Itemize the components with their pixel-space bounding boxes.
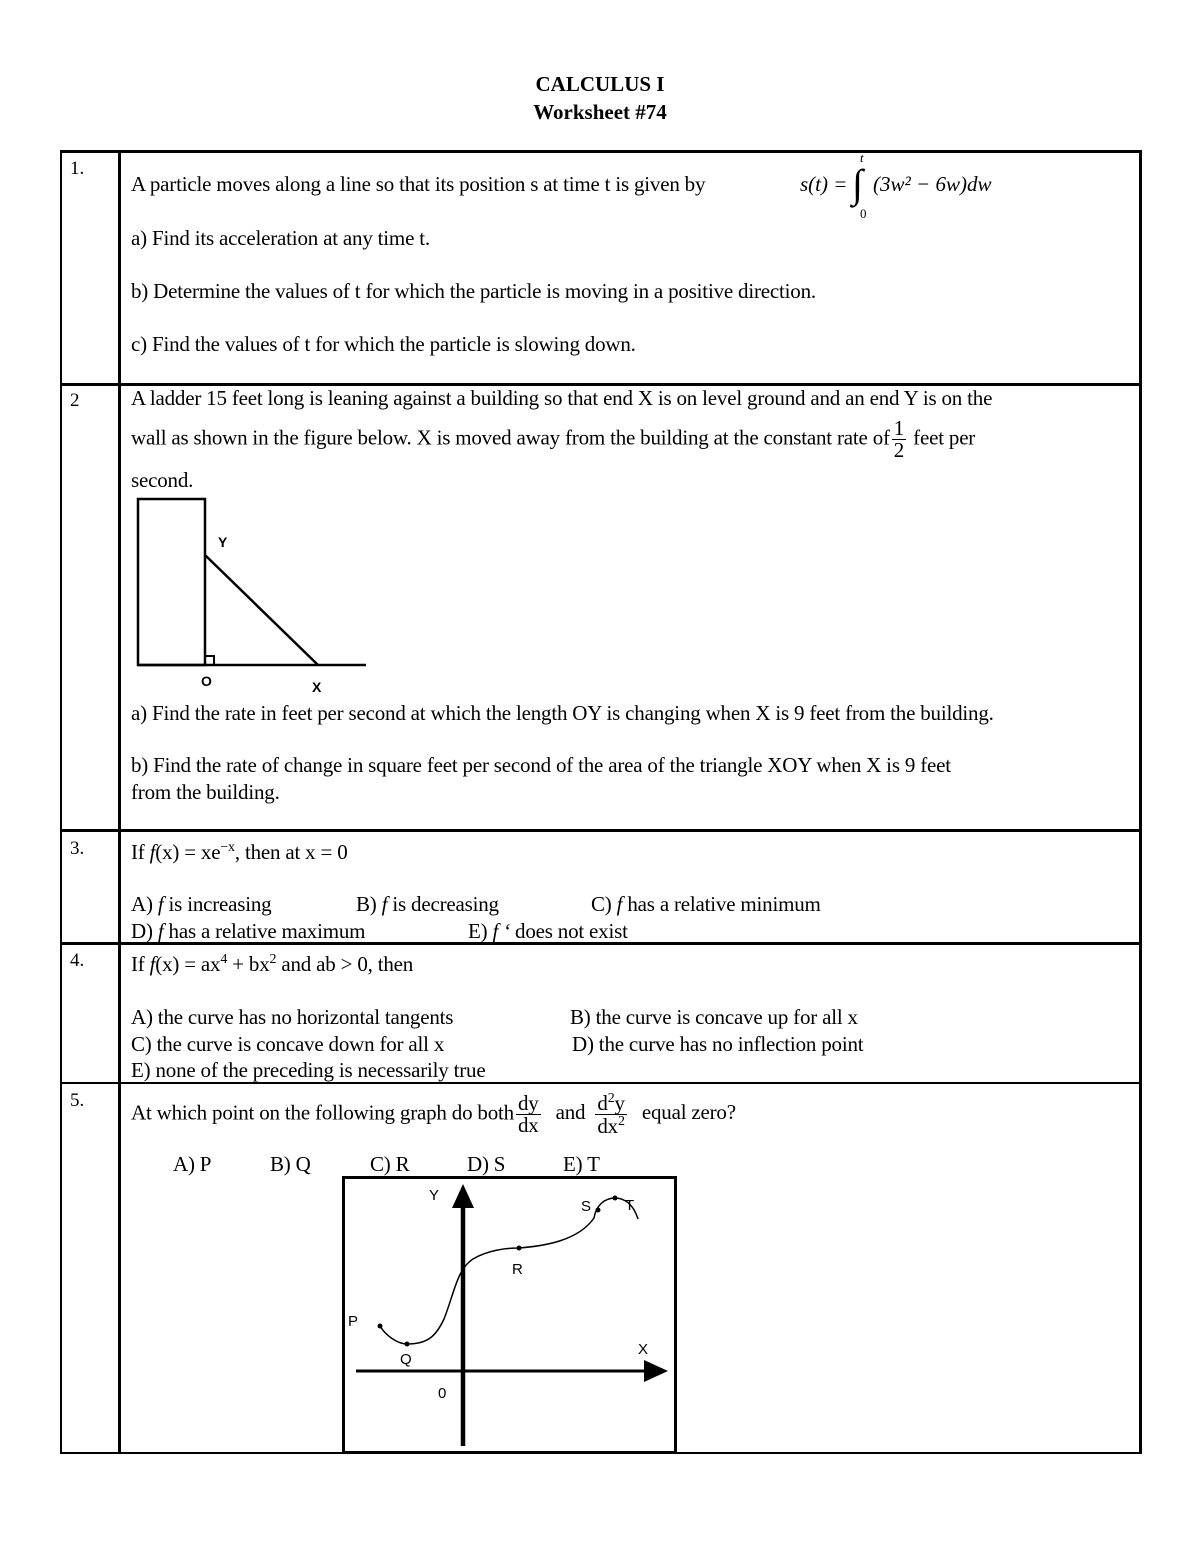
q3-option-c-letter: C) bbox=[591, 892, 612, 916]
question-5-number: 5. bbox=[70, 1090, 85, 1111]
q4-expr: (x) = ax bbox=[155, 952, 221, 976]
question-4-stem bbox=[131, 952, 413, 977]
question-2-line-3: second. bbox=[131, 468, 194, 492]
label-y: Y bbox=[218, 534, 228, 550]
label-point-s: S bbox=[581, 1198, 592, 1215]
y-axis-arrow-icon bbox=[452, 1184, 474, 1208]
q4-option-a: A) the curve has no horizontal tangents bbox=[131, 1005, 454, 1029]
right-angle-marker bbox=[205, 656, 214, 665]
label-point-t: T bbox=[625, 1197, 635, 1214]
q4-if: If bbox=[131, 952, 145, 976]
question-1-part-b: b) Determine the values of t for which the particle is moving in a positive direction. bbox=[131, 279, 816, 303]
question-2-part-a: a) Find the rate in feet per second at which the length OY is changing when X is 9 feet from the building. bbox=[131, 701, 994, 725]
rate-fraction bbox=[892, 418, 906, 461]
q3-option-c-text: has a relative minimum bbox=[627, 892, 821, 916]
building-rect bbox=[138, 499, 205, 665]
question-1-part-a: a) Find its acceleration at any time t. bbox=[131, 226, 430, 250]
graph-frame bbox=[344, 1178, 676, 1453]
dx-denominator: dx bbox=[517, 1113, 539, 1137]
point-r-dot bbox=[517, 1246, 522, 1251]
question-2-part-b-line-1: b) Find the rate of change in square feet per second of the area of the triangle XOY when X is 9 feet bbox=[131, 753, 951, 777]
q3-option-a-text: is increasing bbox=[168, 892, 272, 916]
q4-exponent-2: 2 bbox=[269, 952, 277, 967]
q3-option-a bbox=[131, 892, 272, 916]
label-x: X bbox=[312, 679, 322, 695]
q4-option-e: E) none of the preceding is necessarily true bbox=[131, 1058, 486, 1082]
q4-exponent-1: 4 bbox=[220, 952, 228, 967]
question-2-line-2 bbox=[131, 418, 975, 461]
point-p-dot bbox=[378, 1324, 383, 1329]
dy-dx-fraction bbox=[516, 1093, 541, 1136]
point-q-dot bbox=[405, 1342, 410, 1347]
integral-sign-icon: ∫ bbox=[852, 161, 863, 206]
q3-option-e bbox=[468, 919, 628, 944]
q3-stem-end: , then at x = 0 bbox=[234, 840, 348, 864]
question-3-options-row-1 bbox=[131, 892, 821, 917]
q4-option-d: D) the curve has no inflection point bbox=[572, 1032, 864, 1056]
rate-denominator: 2 bbox=[893, 438, 905, 462]
point-t-dot bbox=[613, 1196, 618, 1201]
ladder-figure bbox=[130, 495, 380, 700]
q3-option-e-f: f ‘ bbox=[492, 919, 510, 943]
question-2-number: 2 bbox=[70, 390, 80, 411]
label-graph-x: X bbox=[638, 1341, 649, 1358]
question-1-stem: A particle moves along a line so that its position s at time t is given by bbox=[131, 172, 706, 196]
q3-option-c-f: f bbox=[616, 892, 623, 916]
integral-lower-limit: 0 bbox=[860, 206, 867, 221]
q3-option-d-f: f bbox=[157, 919, 164, 943]
integral-lhs: s(t) = bbox=[800, 172, 848, 196]
d2y-y: y bbox=[614, 1091, 625, 1115]
q5-option-c: C) R bbox=[370, 1152, 410, 1176]
integral-integrand: (3w² − 6w)dw bbox=[873, 172, 992, 196]
dx2-dx: dx bbox=[597, 1114, 618, 1138]
d2y-exponent: 2 bbox=[607, 1091, 615, 1106]
q5-option-a: A) P bbox=[173, 1152, 212, 1176]
dy-numerator: dy bbox=[517, 1091, 539, 1115]
q4-expr-2: + bx bbox=[227, 952, 270, 976]
integral-upper-limit: t bbox=[860, 150, 864, 165]
q5-stem-post: equal zero? bbox=[641, 1100, 736, 1125]
question-3-options-row-2 bbox=[131, 919, 628, 944]
q3-option-c bbox=[591, 892, 821, 917]
q3-option-e-text: does not exist bbox=[515, 919, 628, 943]
q3-option-b-f: f bbox=[381, 892, 388, 916]
q3-option-b bbox=[356, 892, 499, 917]
q4-stem-end: and ab > 0, then bbox=[276, 952, 414, 976]
question-1-part-c: c) Find the values of t for which the particle is slowing down. bbox=[131, 332, 636, 356]
question-2-part-b-line-2: from the building. bbox=[131, 780, 280, 804]
d2y-d: d bbox=[597, 1091, 608, 1115]
label-point-r: R bbox=[512, 1261, 523, 1278]
dx2-denominator bbox=[595, 1115, 626, 1137]
q4-f: f bbox=[149, 952, 156, 976]
worksheet-number-title: Worksheet #74 bbox=[533, 100, 667, 124]
table-right-border bbox=[1139, 150, 1142, 1454]
q5-option-d: D) S bbox=[467, 1152, 506, 1176]
label-o: O bbox=[201, 673, 212, 689]
q4-option-c: C) the curve is concave down for all x bbox=[131, 1032, 445, 1056]
question-3-stem bbox=[131, 840, 348, 865]
ladder-line bbox=[205, 555, 318, 665]
q3-option-b-text: is decreasing bbox=[392, 892, 499, 916]
label-point-p: P bbox=[348, 1313, 359, 1330]
x-axis-arrow-icon bbox=[644, 1360, 668, 1382]
label-point-q: Q bbox=[400, 1351, 412, 1368]
q3-option-d-text: has a relative maximum bbox=[168, 919, 366, 943]
q5-and: and bbox=[555, 1100, 586, 1125]
question-1-integral bbox=[800, 150, 1020, 220]
point-s-dot bbox=[596, 1208, 601, 1213]
q3-option-d-letter: D) bbox=[131, 919, 153, 943]
q3-option-b-letter: B) bbox=[356, 892, 377, 916]
question-1-number: 1. bbox=[70, 158, 85, 179]
q4-option-b: B) the curve is concave up for all x bbox=[570, 1005, 858, 1029]
worksheet-course-title: CALCULUS I bbox=[535, 72, 665, 96]
curve-graph bbox=[342, 1176, 677, 1454]
q3-expr: (x) = xe bbox=[155, 840, 221, 864]
q3-f: f bbox=[149, 840, 156, 864]
q5-option-b: B) Q bbox=[270, 1152, 311, 1176]
question-2-line-2-end: feet per bbox=[913, 425, 976, 450]
question-4-number: 4. bbox=[70, 950, 85, 971]
dx2-exponent: 2 bbox=[617, 1114, 625, 1129]
q3-option-a-f: f bbox=[157, 892, 164, 916]
question-2-line-2-text: wall as shown in the figure below. X is moved away from the building at the constant rate of bbox=[131, 425, 890, 450]
table-number-column-divider bbox=[118, 150, 121, 1454]
q3-option-e-letter: E) bbox=[468, 919, 488, 943]
q3-option-d bbox=[131, 919, 365, 943]
q5-option-e: E) T bbox=[563, 1152, 600, 1176]
question-5-stem bbox=[131, 1092, 736, 1137]
label-graph-origin: 0 bbox=[438, 1385, 447, 1402]
table-left-border bbox=[60, 150, 62, 1454]
label-graph-y: Y bbox=[429, 1187, 440, 1204]
d2y-numerator bbox=[595, 1092, 626, 1115]
q5-stem-pre: At which point on the following graph do both bbox=[131, 1100, 514, 1125]
rate-numerator: 1 bbox=[893, 416, 905, 440]
function-curve bbox=[380, 1198, 638, 1344]
row-divider-2 bbox=[60, 829, 1141, 832]
question-2-line-1: A ladder 15 feet long is leaning against a building so that end X is on level ground and an end Y is on the bbox=[131, 386, 993, 410]
q3-if: If bbox=[131, 840, 145, 864]
q3-exponent: −x bbox=[220, 840, 235, 855]
second-derivative-fraction bbox=[595, 1092, 626, 1137]
q3-option-a-letter: A) bbox=[131, 892, 153, 916]
question-3-number: 3. bbox=[70, 838, 85, 859]
